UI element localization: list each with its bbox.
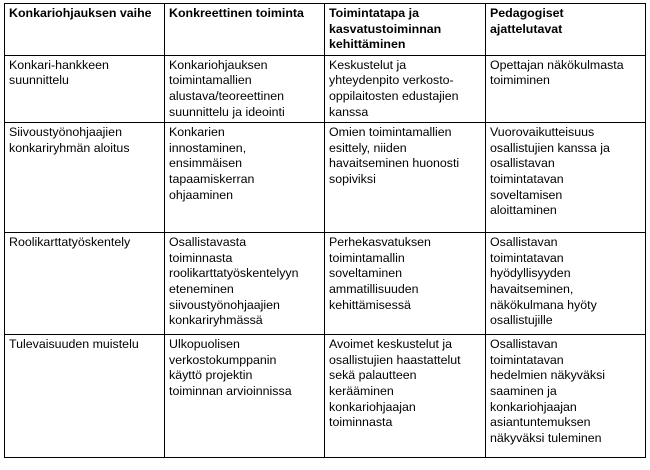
- table-cell: Perhekasvatuksen toimintamallin soveltaminen ammatillisuuden kehittämisessä: [325, 233, 486, 335]
- table-header-row: [5, 4, 646, 56]
- table-cell: Siivoustyönohjaajien konkariryhmän aloitus: [5, 123, 165, 233]
- header-cell-pedagogiset-ajattelutavat: Pedagogiset ajattelutavat: [486, 4, 646, 56]
- table-row: [5, 123, 646, 233]
- table-cell: Osallistavan toimintatavan hedelmien näkyväksi saaminen ja konkariohjaajan asiantuntemuksen näkyväksi tuleminen: [486, 335, 646, 458]
- table-cell: Osallistavan toimintatavan hyödyllisyyden havaitseminen, näkökulmana hyöty osallistujille: [486, 233, 646, 335]
- header-cell-vaihe: Konkariohjauksen vaihe: [5, 4, 165, 56]
- table-cell: Konkariohjauksen toimintamallien alustava/teoreettinen suunnittelu ja ideointi: [165, 55, 325, 122]
- table-row: [5, 233, 646, 335]
- table-cell: Avoimet keskustelut ja osallistujien haastattelut sekä palautteen kerääminen konkariohjaajan toiminnasta: [325, 335, 486, 458]
- table-cell: Osallistavasta toiminnasta roolikarttatyöskentelyyn eteneminen siivoustyönohjaajien konkariryhmässä: [165, 233, 325, 335]
- table-cell: Konkari-hankkeen suunnittelu: [5, 55, 165, 122]
- header-cell-toimintatapa: Toimintatapa ja kasvatustoiminnan kehittäminen: [325, 4, 486, 56]
- table-row: [5, 335, 646, 458]
- table-cell: Omien toimintamallien esittely, niiden havaitseminen huonosti sopiviksi: [325, 123, 486, 233]
- table-cell: Ulkopuolisen verkostokumppanin käyttö projektin toiminnan arvioinnissa: [165, 335, 325, 458]
- header-cell-konkreettinen-toiminta: Konkreettinen toiminta: [165, 4, 325, 56]
- table-cell: Opettajan näkökulmasta toimiminen: [486, 55, 646, 122]
- konkariohjaus-table: [4, 3, 646, 458]
- table-cell: Roolikarttatyöskentely: [5, 233, 165, 335]
- table-cell: Tulevaisuuden muistelu: [5, 335, 165, 458]
- table-cell: Vuorovaikutteisuus osallistujien kanssa ja osallistavan toimintatavan soveltamisen aloittaminen: [486, 123, 646, 233]
- table-cell: Keskustelut ja yhteydenpito verkosto- oppilaitosten edustajien kanssa: [325, 55, 486, 122]
- table-cell: Konkarien innostaminen, ensimmäisen tapaamiskerran ohjaaminen: [165, 123, 325, 233]
- table-row: [5, 55, 646, 122]
